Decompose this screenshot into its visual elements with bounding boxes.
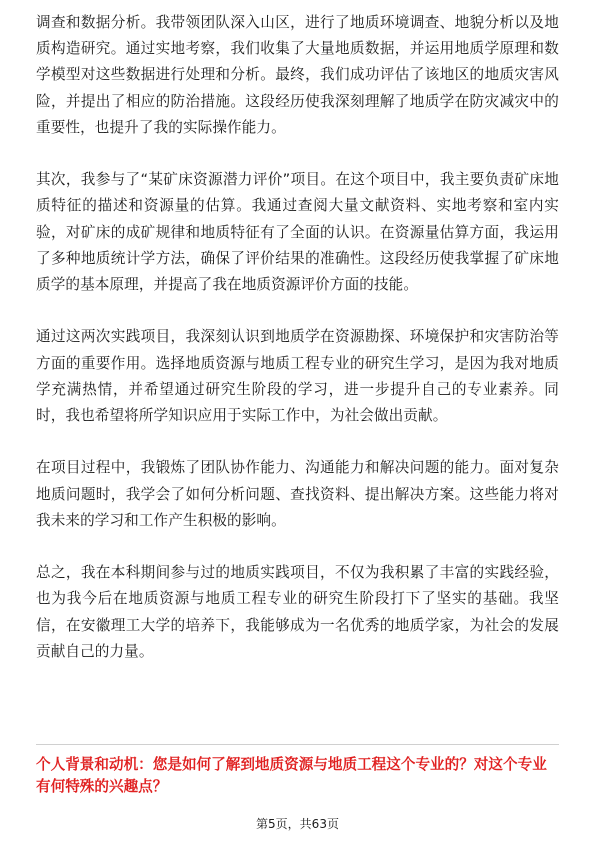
- document-body: [36, 10, 559, 691]
- paragraph-3: 通过这两次实践项目，我深刻认识到地质学在资源勘探、环境保护和灾害防治等方面的重要作用。选择地质资源与地质工程专业的研究生学习，是因为我对地质学充满热情，并希望通过研究生阶段的学习，进一步提升自己的专业素养。同时，我也希望将所学知识应用于实际工作中，为社会做出贡献。: [36, 328, 559, 425]
- section-divider: [36, 744, 559, 745]
- paragraph-4: 在项目过程中，我锻炼了团队协作能力、沟通能力和解决问题的能力。面对复杂地质问题时，我学会了如何分析问题、查找资料、提出解决方案。这些能力将对我未来的学习和工作产生积极的影响。: [36, 459, 559, 529]
- page-footer: 第5页，共63页: [256, 817, 339, 831]
- question-heading: 个人背景和动机：您是如何了解到地质资源与地质工程这个专业的？对这个专业有何特殊的兴趣点？: [36, 756, 547, 795]
- paragraph-2: 其次，我参与了“某矿床资源潜力评价”项目。在这个项目中，我主要负责矿床地质特征的描述和资源量的估算。我通过查阅大量文献资料、实地考察和室内实验，对矿床的成矿规律和地质特征有了全面的认识。在资源量估算方面，我运用了多种地质统计学方法，确保了评价结果的准确性。这段经历使我掌握了矿床地质学的基本原理，并提高了我在地质资源评价方面的技能。: [36, 171, 559, 294]
- paragraph-5: 总之，我在本科期间参与过的地质实践项目，不仅为我积累了丰富的实践经验，也为我今后在地质资源与地质工程专业的研究生阶段打下了坚实的基础。我坚信，在安徽理工大学的培养下，我能够成为一名优秀的地质学家，为社会的发展贡献自己的力量。: [36, 564, 559, 660]
- paragraph-1: 调查和数据分析。我带领团队深入山区，进行了地质环境调查、地貌分析以及地质构造研究。通过实地考察，我们收集了大量地质数据，并运用地质学原理和数学模型对这些数据进行处理和分析。最终，我们成功评估了该地区的地质灾害风险，并提出了相应的防治措施。这段经历使我深刻理解了地质学在防灾减灾中的重要性，也提升了我的实际操作能力。: [36, 14, 559, 136]
